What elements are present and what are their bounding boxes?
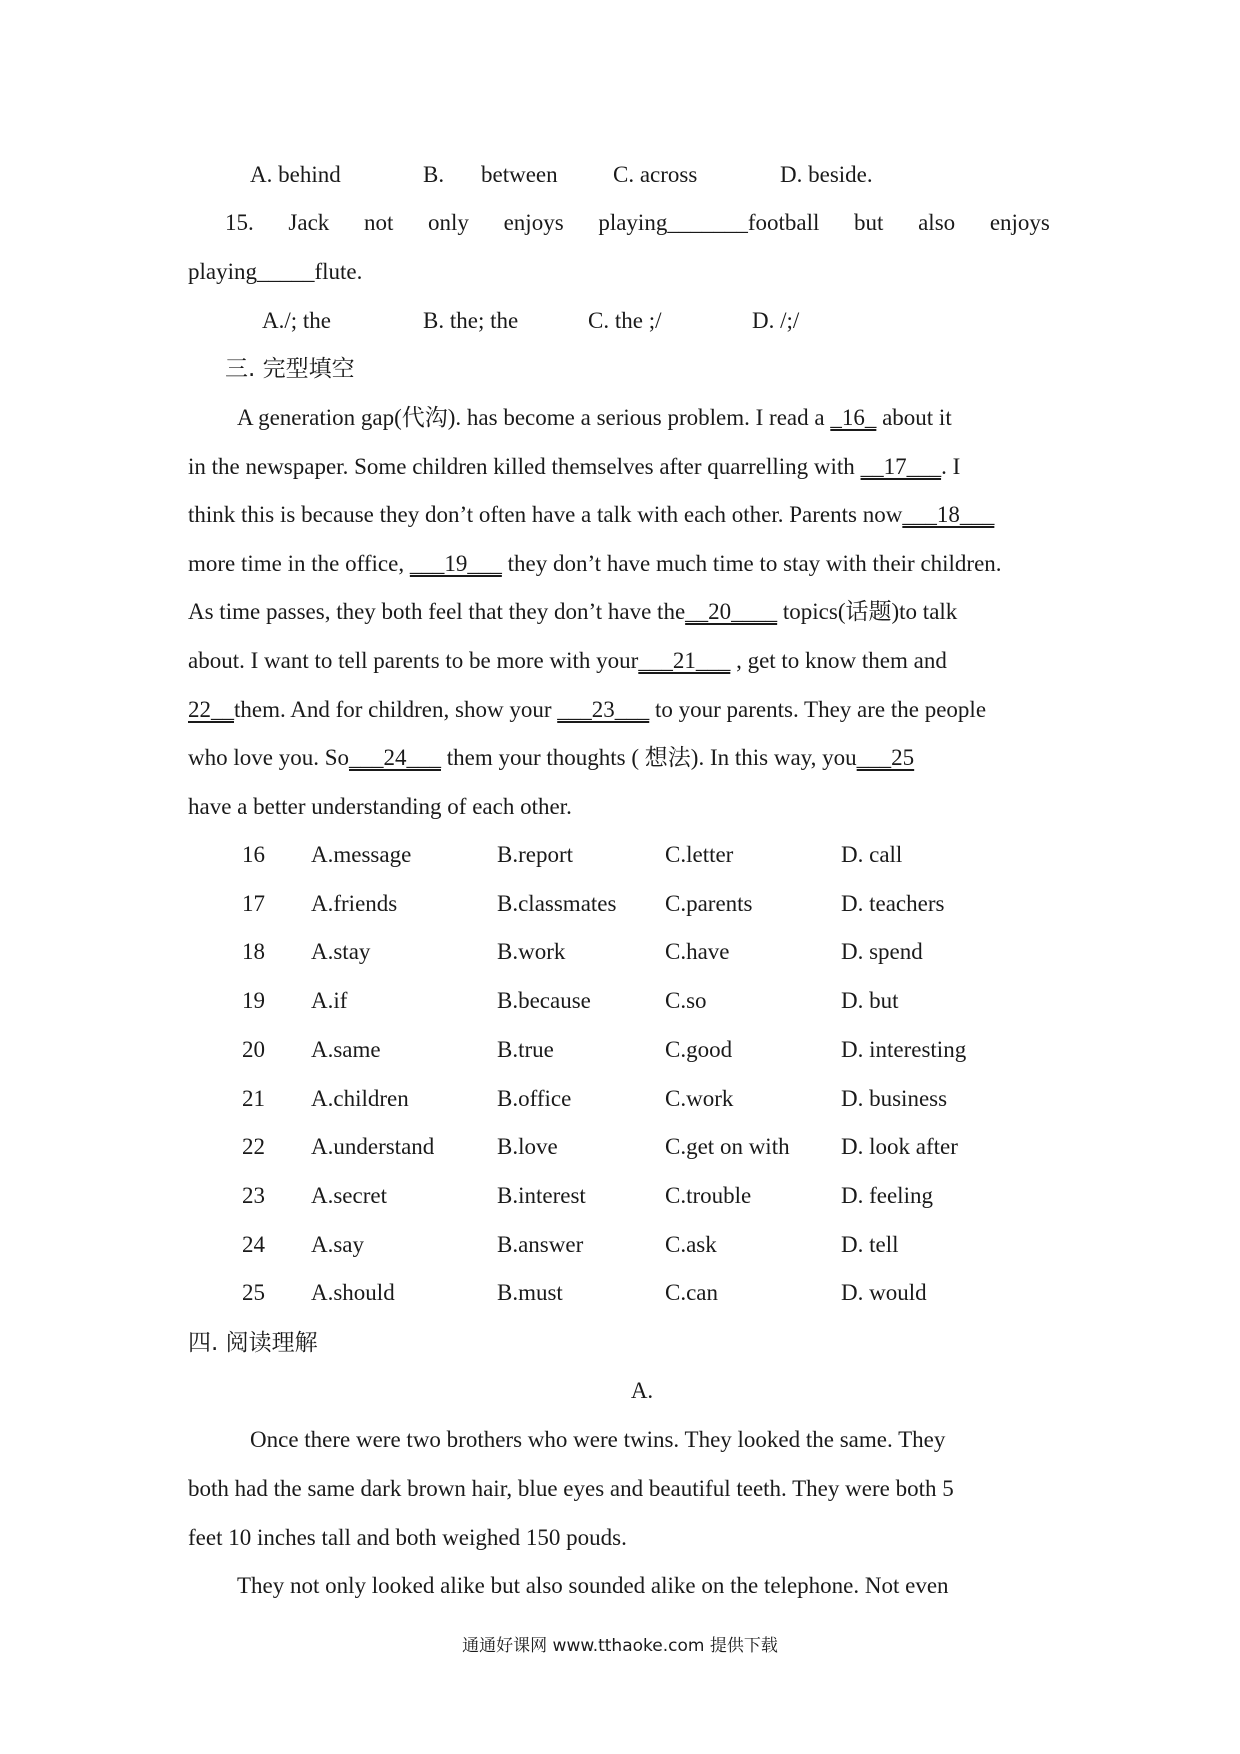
q15-question-line1 [225, 208, 1050, 238]
cloze-option-b: B.office [497, 1086, 572, 1111]
cloze-item-number: 17 [242, 891, 265, 916]
blank-19: ___19___ [409, 551, 502, 576]
blank-17: __17___ [860, 454, 942, 479]
cloze-option-b: B.answer [497, 1232, 584, 1257]
cloze-item-number: 16 [242, 842, 265, 867]
cloze-option-d: D. interesting [841, 1037, 967, 1062]
q14-option-d: D. beside. [780, 162, 873, 187]
cloze-option-b: B.interest [497, 1183, 586, 1208]
cloze-option-a: A.stay [311, 939, 371, 964]
cloze-item-number: 18 [242, 939, 265, 964]
cloze-option-b: B.report [497, 842, 574, 867]
cloze-item-number: 22 [242, 1134, 265, 1159]
cloze-option-a: A.same [311, 1037, 381, 1062]
cloze-option-c: C.good [665, 1037, 733, 1062]
passage-text: topics(话题)to talk [777, 599, 958, 624]
cloze-item-number: 23 [242, 1183, 265, 1208]
passage-line [188, 743, 1060, 773]
cloze-option-d: D. business [841, 1086, 948, 1111]
q15-option-c: C. the ;/ [588, 308, 662, 333]
passage-text: . I [941, 454, 961, 479]
passage-text: in the newspaper. Some children killed themselves after quarrelling with [188, 454, 861, 479]
cloze-option-c: C.ask [665, 1232, 717, 1257]
cloze-option-b: B.classmates [497, 891, 617, 916]
cloze-option-a: A.understand [311, 1134, 435, 1159]
passage-text: , get to know them and [730, 648, 947, 673]
cloze-option-a: A.friends [311, 891, 398, 916]
q15-word: not [363, 210, 394, 235]
passage-text: As time passes, they both feel that they don’t have the [188, 599, 686, 624]
page-footer: 通通好课网 www.tthaoke.com 提供下载 [462, 1636, 778, 1656]
cloze-option-b: B.because [497, 988, 591, 1013]
cloze-option-c: C.can [665, 1280, 719, 1305]
blank-20: __20____ [685, 599, 778, 624]
reading-a-line: both had the same dark brown hair, blue eyes and beautiful teeth. They were both 5 [188, 1476, 954, 1501]
passage-line [188, 500, 1060, 530]
cloze-option-c: C.work [665, 1086, 734, 1111]
cloze-item-number: 24 [242, 1232, 265, 1257]
q14-option-c: C. across [613, 162, 698, 187]
blank-25: ___25 [856, 745, 915, 770]
cloze-option-c: C.so [665, 988, 707, 1013]
passage-line: have a better understanding of each other. [188, 794, 572, 819]
cloze-option-b: B.must [497, 1280, 563, 1305]
q15-word: but [854, 210, 884, 235]
cloze-option-b: B.work [497, 939, 566, 964]
section3-heading: 三. 完型填空 [225, 356, 355, 382]
cloze-item-number: 25 [242, 1280, 265, 1305]
cloze-option-c: C.parents [665, 891, 753, 916]
passage-text: them your thoughts ( 想法). In this way, you [441, 745, 857, 770]
q15-word: also [918, 210, 956, 235]
cloze-option-d: D. would [841, 1280, 927, 1305]
reading-a-line: feet 10 inches tall and both weighed 150 pouds. [188, 1525, 627, 1550]
section4-heading: 四. 阅读理解 [188, 1330, 318, 1356]
blank-24: ___24___ [349, 745, 441, 770]
blank-21: ___21___ [638, 648, 731, 673]
passage-line [188, 695, 1060, 725]
q14-option-b-letter: B. [423, 162, 445, 187]
passage-text: think this is because they don’t often have a talk with each other. Parents now [188, 502, 903, 527]
cloze-option-a: A.secret [311, 1183, 387, 1208]
cloze-option-d: D. feeling [841, 1183, 933, 1208]
cloze-option-a: A.if [311, 988, 348, 1013]
cloze-option-d: D. but [841, 988, 899, 1013]
cloze-option-b: B.true [497, 1037, 554, 1062]
passage-line [188, 597, 1060, 627]
blank-18: ___18___ [902, 502, 995, 527]
cloze-option-a: A.should [311, 1280, 395, 1305]
q15-option-b: B. the; the [423, 308, 519, 333]
cloze-item-number: 19 [242, 988, 265, 1013]
passage-text: about. I want to tell parents to be more with your [188, 648, 639, 673]
reading-a-line: Once there were two brothers who were twins. They looked the same. They [250, 1427, 946, 1452]
cloze-option-c: C.get on with [665, 1134, 790, 1159]
q15-option-a: A./; the [262, 308, 331, 333]
passage-text: them. And for children, show your [234, 697, 558, 722]
cloze-option-a: A.message [311, 842, 412, 867]
passage-text: more time in the office, [188, 551, 410, 576]
reading-a-label: A. [630, 1378, 654, 1403]
cloze-item-number: 20 [242, 1037, 265, 1062]
q15-word: enjoys [989, 210, 1050, 235]
cloze-item-number: 21 [242, 1086, 265, 1111]
passage-line [188, 452, 1060, 482]
cloze-option-d: D. teachers [841, 891, 945, 916]
cloze-option-c: C.have [665, 939, 730, 964]
blank-22: 22__ [188, 697, 234, 722]
q15-word: Jack [288, 210, 330, 235]
passage-text: about it [876, 405, 952, 430]
cloze-option-a: A.say [311, 1232, 365, 1257]
cloze-option-d: D. tell [841, 1232, 899, 1257]
cloze-option-c: C.letter [665, 842, 734, 867]
q15-word: only [428, 210, 469, 235]
passage-line [188, 646, 1060, 676]
reading-a-line: They not only looked alike but also sounded alike on the telephone. Not even [237, 1573, 949, 1598]
cloze-option-d: D. look after [841, 1134, 958, 1159]
passage-line [188, 549, 1060, 579]
q15-word: 15. [225, 210, 254, 235]
passage-text: who love you. So [188, 745, 349, 770]
cloze-option-d: D. spend [841, 939, 923, 964]
cloze-option-d: D. call [841, 842, 903, 867]
blank-16: _16_ [830, 405, 877, 430]
cloze-option-b: B.love [497, 1134, 558, 1159]
passage-line [237, 403, 1050, 433]
passage-text: they don’t have much time to stay with their children. [501, 551, 1002, 576]
blank-23: ___23___ [557, 697, 650, 722]
passage-text: A generation gap(代沟). has become a serious problem. I read a [237, 405, 831, 430]
q15-word: playing_______football [598, 210, 820, 235]
q15-word: enjoys [503, 210, 564, 235]
cloze-option-a: A.children [311, 1086, 409, 1111]
passage-text: to your parents. They are the people [649, 697, 987, 722]
q14-option-b-text: between [481, 162, 558, 187]
q15-question-line2: playing_____flute. [188, 259, 363, 284]
q14-option-a: A. behind [250, 162, 341, 187]
cloze-option-c: C.trouble [665, 1183, 752, 1208]
q15-option-d: D. /;/ [752, 308, 800, 333]
